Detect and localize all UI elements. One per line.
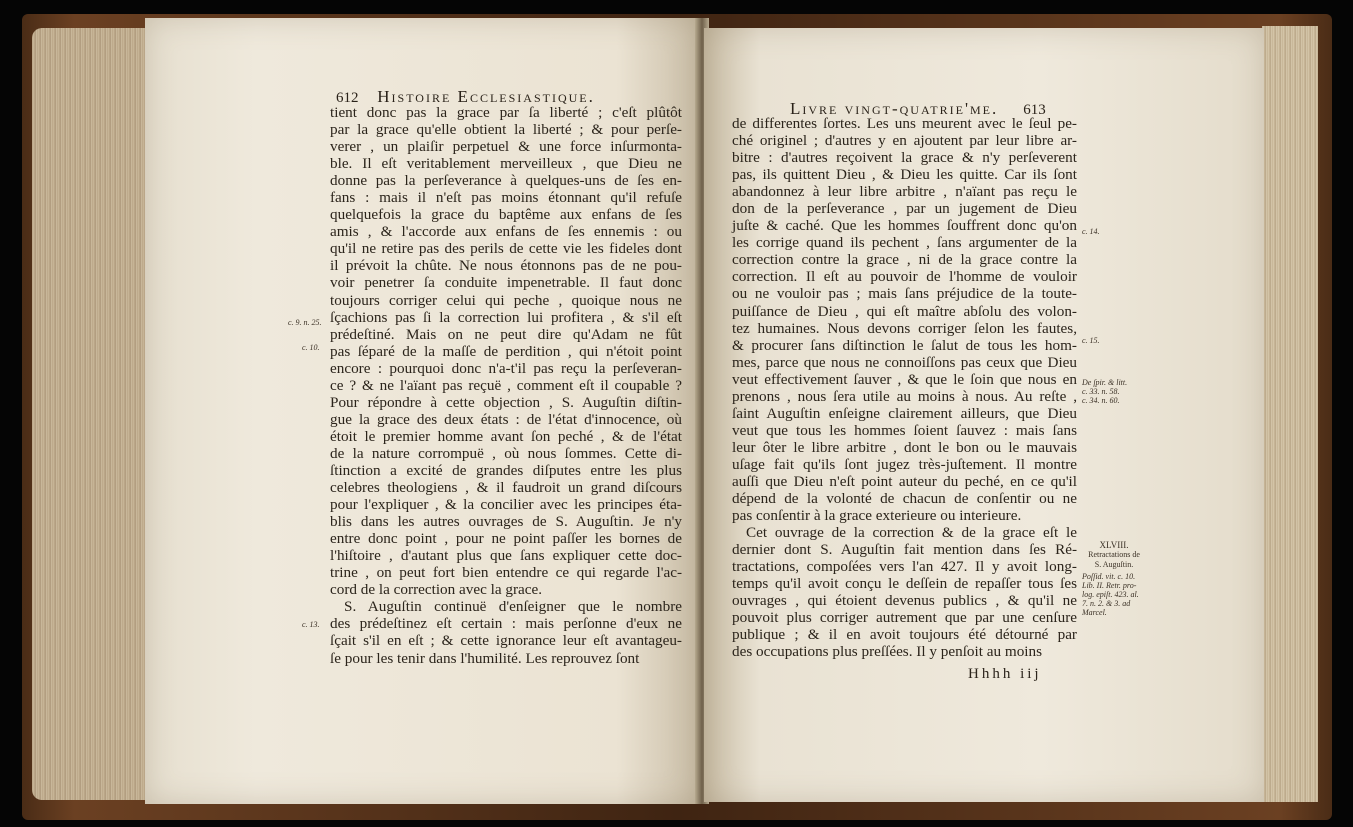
reference-line: log. epiſt. 423. al.	[1082, 590, 1139, 599]
text-line: des prédeſtinez eſt certain : mais perſonne d'eux ne	[330, 615, 682, 633]
text-line: donne pas la perſeverance à quelques-uns de ſes en-	[330, 172, 682, 190]
text-line: ſaint Auguſtin enſeigne clairement ailleurs, que Dieu	[732, 404, 1077, 422]
text-line: veut que tous les hommes ſoient ſauvez : mais ſans	[732, 421, 1077, 439]
text-line: encore : pourquoi donc n'a-t'il pas reçu la perſeveran-	[330, 359, 682, 377]
text-line: pas, ils quittent Dieu , & Dieu les quitte. Car ils ſont	[732, 166, 1077, 184]
text-line: trine , on peut fort bien entendre ce qui regarde l'ac-	[330, 564, 682, 582]
text-line: par la grace qu'elle obtient la liberté ; & pour perſe-	[330, 121, 682, 139]
text-line: ſçait s'il en eſt ; & cette ignorance leur eſt avantageu-	[330, 632, 682, 650]
text-line: pas conſentir à la grace exterieure ou interieure.	[732, 507, 1022, 525]
text-line: entre donc point , pour ne point paſſer les bornes de	[330, 530, 682, 548]
text-line: prédeſtiné. Mais on ne peut dire qu'Adam ne fût	[330, 325, 682, 343]
text-line: pas ſéparé de la maſſe de perdition , qui n'étoit point	[330, 342, 682, 360]
text-line: ble. Il eſt veritablement merveilleux , que Dieu ne	[330, 155, 682, 173]
section-heading	[1083, 540, 1145, 570]
text-line: quelquefois la grace du baptême aux enfans de ſes	[330, 206, 682, 224]
text-line: don de la perſeverance , par un jugement de Dieu	[732, 200, 1077, 218]
text-line: correction contre la grace , ni de la grace contre la	[732, 251, 1077, 269]
text-line: pouvoit plus corriger autrement que par une cenſure	[732, 609, 1077, 627]
text-line: celebres theologiens , & il faudroit un grand diſcours	[330, 479, 682, 497]
text-line: auſſi que Dieu n'eſt point auteur du peché, en ce qu'il	[732, 472, 1077, 490]
text-line: ſtinction a excité de grandes diſputes entre les plus	[330, 461, 682, 479]
text-line: les corrige quand ils pechent , ſans argumenter de la	[732, 234, 1077, 252]
text-line: de differentes ſortes. Les uns meurent avec le ſeul pe-	[732, 115, 1077, 132]
text-line: cord de la correction avec la grace.	[330, 581, 543, 599]
reference-line: 7. n. 2. & 3. ad	[1082, 599, 1131, 608]
reference-line: Lib. II. Retr. pro-	[1082, 581, 1137, 590]
text-line: abandonnez à leur libre arbitre , n'aïant pas reçu le	[732, 183, 1077, 201]
right-body-text	[732, 115, 1077, 661]
text-line: pour l'expliquer , & la concilier avec les principes éta-	[330, 496, 682, 514]
reference-line: Poſſid. vit. c. 10.	[1082, 572, 1136, 581]
left-page-edges	[32, 28, 150, 800]
signature-mark: Hhhh iij	[968, 666, 1042, 682]
text-line: il prévoit la chûte. Ne nous étonnons pas de ne pou-	[330, 257, 682, 275]
reference-line: c. 34. n. 60.	[1082, 396, 1120, 405]
text-line: leur ôter le libre arbitre , dont le bon ou le mauvais	[732, 438, 1077, 456]
text-line: veut effectivement ſauver , & que le ſoin que nous en	[732, 370, 1077, 388]
text-line: Pour répondre à cette objection , S. Auguſtin diſtin-	[330, 393, 682, 411]
margin-note: c. 9. n. 25.	[288, 318, 322, 327]
text-line: toujours corriger celui qui peche , quoique nous ne	[330, 291, 682, 309]
text-line: juſte & caché. Que les hommes ſouffrent donc qu'on	[732, 217, 1077, 235]
reference-line: De ſpir. & litt.	[1082, 378, 1128, 387]
text-line: verer , un plaiſir perpetuel & une force inſurmonta-	[330, 138, 682, 156]
right-page-edges	[1262, 26, 1318, 802]
margin-note: c. 10.	[302, 343, 320, 352]
text-line: amis , & l'accorde aux enfans de ſes ennemis : ou	[330, 223, 682, 241]
text-line: ſe pour les tenir dans l'humilité. Les reprouvez ſont	[330, 649, 640, 667]
text-line: gue la grace des deux états : de l'état d'innocence, où	[330, 410, 682, 428]
text-line: mes, parce que nous ne connoiſſons pas ceux que Dieu	[732, 353, 1077, 371]
text-line: des occupations plus preſſées. Il y penſoit au moins	[732, 643, 1043, 661]
text-line: l'hiſtoire , d'autant plus que ſans expliquer cette doc-	[330, 547, 682, 565]
text-line: bitre : d'autres reçoivent la grace & n'y perſeverent	[732, 149, 1077, 167]
margin-note: c. 14.	[1082, 227, 1100, 236]
text-line: tractations, compoſées vers l'an 427. Il y avoit long-	[732, 558, 1077, 576]
text-line: publique ; & il en avoit toujours été détourné par	[732, 626, 1077, 644]
reference-line: Marcel.	[1082, 608, 1107, 617]
text-line: voir penetrer ſa conduite impenetrable. Il faut donc	[330, 274, 682, 292]
section-number: XLVIII.	[1099, 540, 1129, 550]
text-line: temps qu'il avoit conçu le deſſein de repaſſer tous ſes	[732, 575, 1077, 593]
text-line: étoit le premier homme avant ſon peché , & de l'état	[330, 427, 682, 445]
text-line: uſage fait qu'ils ſont jugez très-juſtement. Il montre	[732, 455, 1077, 473]
text-line: qu'il ne retire pas des perils de cette vie les fideles dont	[330, 240, 682, 258]
section-title-line: S. Auguſtin.	[1094, 560, 1134, 569]
margin-note: c. 13.	[302, 620, 320, 629]
text-line: puiſſance de Dieu , qui eſt maître abſolu des volon-	[732, 302, 1077, 320]
right-head-title: Livre vingt-quatrie'me.	[790, 99, 999, 118]
text-line: correction. Il eſt au pouvoir de l'homme de vouloir	[732, 268, 1077, 286]
text-line: Cet ouvrage de la correction & de la grace eſt le	[746, 524, 1077, 542]
text-line: dépend de la volonté de chacun de conſentir ou ne	[732, 490, 1077, 508]
text-line: ouvrages , qui étoient devenus publics , & qu'il ne	[732, 592, 1077, 610]
left-head-title: Histoire Ecclesiastique.	[377, 87, 595, 106]
text-line: S. Auguſtin continuë d'enſeigner que le nombre	[344, 598, 682, 616]
margin-note-reference	[1082, 572, 1139, 617]
section-title-line: Retractations de	[1088, 550, 1140, 559]
text-line: ce ? & ne l'aïant pas reçuë , comment eſt il coupable ?	[330, 376, 682, 394]
text-line: ou ne vouloir pas ; mais ſans préjudice de la toute-	[732, 285, 1077, 303]
text-line: prenons , nous ſera utile au moins à nous. Au reſte ,	[732, 387, 1077, 405]
reference-line: c. 33. n. 58.	[1082, 387, 1120, 396]
text-line: tez humaines. Nous devons corriger ſelon les fautes,	[732, 319, 1077, 337]
text-line: blis dans les autres ouvrages de S. Auguſtin. Je n'y	[330, 513, 682, 531]
left-page-number: 612	[336, 90, 359, 106]
text-line: de la nature corrompuë , où nous ſommes. Cette di-	[330, 444, 682, 462]
text-line: ſçachions pas ſi la correction lui profitera , & s'il eſt	[330, 308, 682, 326]
text-line: fans : mais il n'eſt pas moins étonnant qu'il refuſe	[330, 189, 682, 207]
left-body-text	[330, 104, 682, 667]
text-line: tient donc pas la grace par ſa liberté ; c'eſt plûtôt	[330, 104, 682, 121]
text-line: dernier dont S. Auguſtin fait mention dans ſes Ré-	[732, 541, 1077, 559]
text-line: & procurer ſans diſtinction le ſalut de tous les hom-	[732, 336, 1077, 354]
text-line: ché originel ; d'autres y en ajoutent par leur libre ar-	[732, 132, 1077, 150]
right-page-number: 613	[1023, 102, 1046, 118]
margin-note-reference	[1082, 378, 1127, 405]
margin-note: c. 15.	[1082, 336, 1100, 345]
